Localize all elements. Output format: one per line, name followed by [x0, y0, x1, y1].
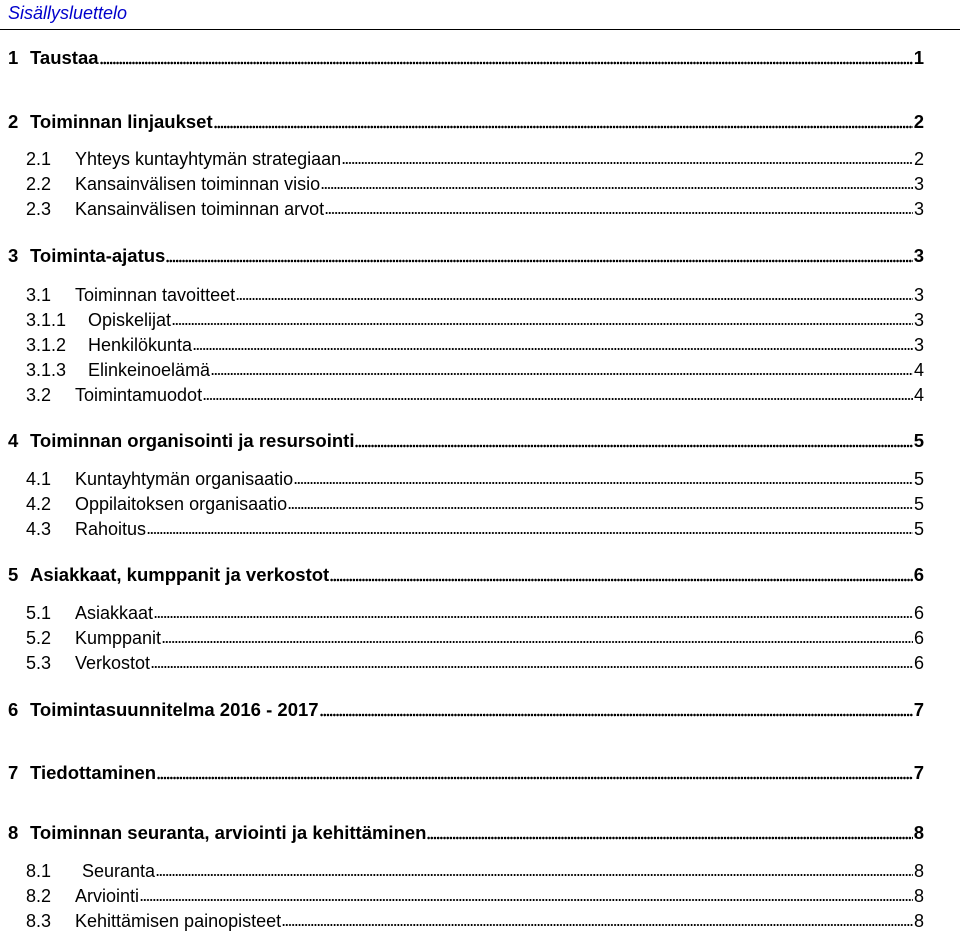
dot-leader — [294, 481, 913, 485]
dot-leader — [325, 211, 913, 215]
toc-entry-4-1[interactable] — [26, 470, 924, 488]
toc-entry-2-1[interactable] — [26, 150, 924, 168]
toc-entry-number: 6 — [8, 699, 19, 720]
toc-entry-text: Toiminnan linjaukset — [30, 111, 213, 132]
toc-entry-text: Kuntayhtymän organisaatio — [75, 469, 294, 489]
toc-entry-page: 5 — [913, 430, 924, 451]
toc-entry-3-1-3[interactable] — [26, 361, 924, 379]
toc-entry-page: 3 — [913, 199, 924, 219]
toc-entry-text: Elinkeinoelämä — [88, 360, 211, 380]
toc-entry-text: Seuranta — [82, 861, 156, 881]
toc-entry-number: 2.1 — [26, 149, 52, 169]
toc-entry-page: 8 — [913, 822, 924, 843]
toc-entry-3-1[interactable] — [26, 286, 924, 304]
toc-entry-text: Henkilökunta — [88, 335, 193, 355]
toc-entry-text: Taustaa — [30, 47, 99, 68]
toc-entry-number: 4 — [8, 430, 19, 451]
toc-entry-page: 4 — [913, 360, 924, 380]
dot-leader — [427, 836, 912, 840]
toc-entry-number: 3 — [8, 245, 19, 266]
toc-entry-page: 3 — [913, 335, 924, 355]
toc-entry-text: Asiakkaat, kumppanit ja verkostot — [30, 564, 330, 585]
toc-entry-7[interactable] — [8, 764, 924, 783]
toc-entry-page: 4 — [913, 385, 924, 405]
toc-entry-page: 2 — [913, 111, 924, 132]
toc-entry-2[interactable] — [8, 113, 924, 132]
toc-entry-text: Toiminnan tavoitteet — [75, 285, 236, 305]
toc-entry-page: 6 — [913, 653, 924, 673]
toc-entry-text: Asiakkaat — [75, 603, 154, 623]
toc-entry-page: 6 — [913, 603, 924, 623]
toc-entry-8-1[interactable] — [26, 862, 924, 880]
toc-entry-2-2[interactable] — [26, 175, 924, 193]
toc-entry-page: 6 — [913, 628, 924, 648]
toc-entry-5-1[interactable] — [26, 604, 924, 622]
toc-entry-1[interactable] — [8, 49, 924, 68]
toc-entry-number: 5 — [8, 564, 19, 585]
toc-entry-5[interactable] — [8, 566, 924, 585]
dot-leader — [282, 923, 913, 927]
toc-title: Sisällysluettelo — [8, 3, 128, 23]
toc-entry-5-2[interactable] — [26, 629, 924, 647]
toc-entry-6[interactable] — [8, 701, 924, 720]
toc-entry-text: Yhteys kuntayhtymän strategiaan — [75, 149, 342, 169]
toc-entry-number: 3.1.3 — [26, 360, 67, 380]
toc-entry-page: 6 — [913, 564, 924, 585]
toc-entry-number: 5.2 — [26, 628, 52, 648]
toc-entry-number: 8.2 — [26, 886, 52, 906]
dot-leader — [154, 615, 913, 619]
toc-entry-number: 2.3 — [26, 199, 52, 219]
toc-entry-number: 1 — [8, 47, 19, 68]
dot-leader — [342, 161, 913, 165]
toc-entry-number: 8 — [8, 822, 19, 843]
toc-entry-number: 4.2 — [26, 494, 52, 514]
toc-entry-number: 4.1 — [26, 469, 52, 489]
toc-entry-page: 5 — [913, 494, 924, 514]
toc-entry-text: Rahoitus — [75, 519, 147, 539]
toc-entry-number: 8.3 — [26, 911, 52, 931]
toc-entry-page: 7 — [913, 762, 924, 783]
toc-entry-text: Toiminnan organisointi ja resursointi — [30, 430, 355, 451]
toc-entry-number: 7 — [8, 762, 19, 783]
toc-entry-text: Kansainvälisen toiminnan visio — [75, 174, 321, 194]
dot-leader — [140, 898, 913, 902]
toc-entry-page: 8 — [913, 886, 924, 906]
toc-entry-page: 3 — [913, 245, 924, 266]
dot-leader — [288, 506, 913, 510]
toc-entry-text: Kansainvälisen toiminnan arvot — [75, 199, 325, 219]
dot-leader — [172, 322, 913, 326]
toc-entry-4[interactable] — [8, 432, 924, 451]
toc-entry-page: 1 — [913, 47, 924, 68]
toc-entry-text: Opiskelijat — [88, 310, 172, 330]
toc-entry-page: 3 — [913, 310, 924, 330]
toc-entry-page: 3 — [913, 285, 924, 305]
toc-entry-number: 3.2 — [26, 385, 52, 405]
toc-entry-2-3[interactable] — [26, 200, 924, 218]
toc-entry-page: 7 — [913, 699, 924, 720]
dot-leader — [320, 713, 913, 717]
toc-entry-text: Toimintamuodot — [75, 385, 203, 405]
toc-entry-page: 5 — [913, 469, 924, 489]
toc-entry-page: 3 — [913, 174, 924, 194]
toc-entry-number: 3.1 — [26, 285, 52, 305]
title-divider — [0, 29, 960, 30]
toc-entry-page: 8 — [913, 861, 924, 881]
dot-leader — [166, 259, 912, 263]
toc-entry-3-1-1[interactable] — [26, 311, 924, 329]
dot-leader — [355, 444, 912, 448]
toc-entry-number: 5.3 — [26, 653, 52, 673]
toc-entry-4-2[interactable] — [26, 495, 924, 513]
dot-leader — [147, 531, 913, 535]
toc-entry-4-3[interactable] — [26, 520, 924, 538]
dot-leader — [330, 578, 913, 582]
toc-entry-number: 2 — [8, 111, 19, 132]
toc-entry-text: Arviointi — [75, 886, 140, 906]
dot-leader — [157, 776, 913, 780]
dot-leader — [151, 665, 913, 669]
toc-entry-number: 2.2 — [26, 174, 52, 194]
toc-entry-text: Toiminnan seuranta, arviointi ja kehittäminen — [30, 822, 427, 843]
toc-entry-text: Tiedottaminen — [30, 762, 157, 783]
toc-entry-text: Toimintasuunnitelma 2016 - 2017 — [30, 699, 319, 720]
dot-leader — [211, 372, 913, 376]
toc-entry-text: Verkostot — [75, 653, 151, 673]
toc-entry-text: Toiminta-ajatus — [30, 245, 166, 266]
toc-entry-page: 5 — [913, 519, 924, 539]
toc-entry-8[interactable] — [8, 824, 924, 843]
dot-leader — [236, 297, 913, 301]
dot-leader — [193, 347, 913, 351]
toc-entry-number: 4.3 — [26, 519, 52, 539]
toc-entry-number: 8.1 — [26, 861, 52, 881]
toc-entry-number: 5.1 — [26, 603, 52, 623]
toc-entry-page: 8 — [913, 911, 924, 931]
toc-entry-text: Kumppanit — [75, 628, 162, 648]
toc-entry-8-2[interactable] — [26, 887, 924, 905]
toc-entry-3-1-2[interactable] — [26, 336, 924, 354]
dot-leader — [156, 873, 913, 877]
toc-entry-8-3[interactable] — [26, 912, 924, 930]
toc-entry-page: 2 — [913, 149, 924, 169]
toc-entry-3-2[interactable] — [26, 386, 924, 404]
toc-entry-text: Kehittämisen painopisteet — [75, 911, 282, 931]
dot-leader — [214, 125, 913, 129]
dot-leader — [100, 61, 913, 65]
dot-leader — [162, 640, 913, 644]
toc-entry-number: 3.1.1 — [26, 310, 67, 330]
toc-entry-3[interactable] — [8, 247, 924, 266]
toc-entry-5-3[interactable] — [26, 654, 924, 672]
dot-leader — [203, 397, 913, 401]
dot-leader — [321, 186, 913, 190]
toc-entry-text: Oppilaitoksen organisaatio — [75, 494, 288, 514]
toc-entry-number: 3.1.2 — [26, 335, 67, 355]
